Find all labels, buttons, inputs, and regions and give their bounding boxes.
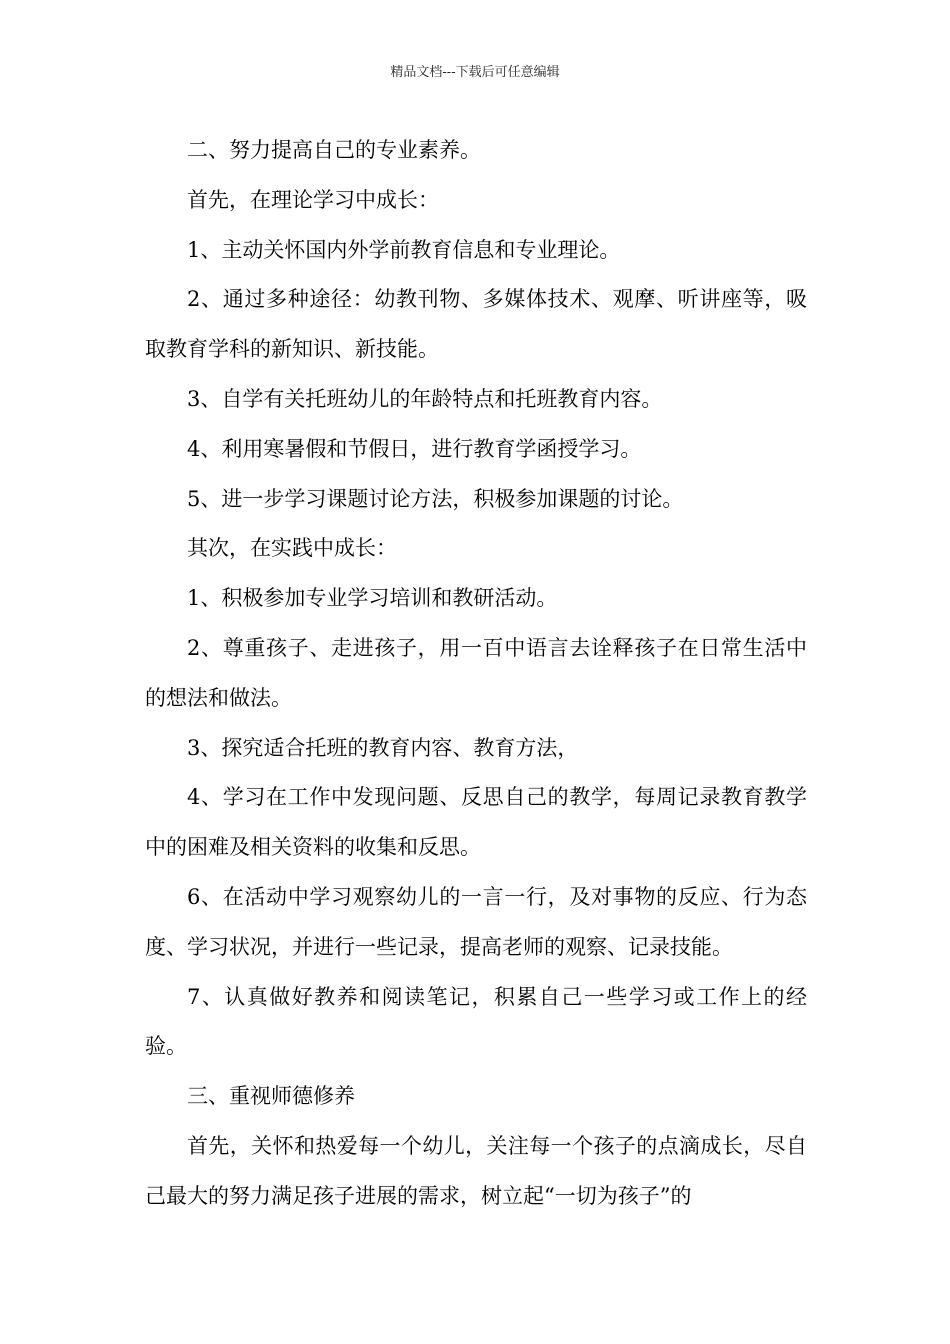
list-item: 6、在活动中学习观察幼儿的一言一行，及对事物的反应、行为态度、学习状况，并进行一些记录，提高老师的观察、记录技能。	[145, 884, 807, 959]
list-item: 2、尊重孩子、走进孩子，用一百中语言去诠释孩子在日常生活中的想法和做法。	[145, 635, 807, 710]
list-item: 4、利用寒暑假和节假日，进行教育学函授学习。	[187, 436, 642, 461]
section-heading-3: 三、重视师德修养	[187, 1084, 355, 1109]
list-item: 5、进一步学习课题讨论方法，积极参加课题的讨论。	[187, 486, 684, 511]
list-item: 3、自学有关托班幼儿的年龄特点和托班教育内容。	[187, 386, 663, 411]
document-body	[145, 126, 807, 1222]
list-item: 7、认真做好教养和阅读笔记，积累自己一些学习或工作上的经验。	[145, 984, 807, 1059]
list-item: 4、学习在工作中发现问题、反思自己的教学，每周记录教育教学中的困难及相关资料的收集和反思。	[145, 785, 807, 860]
page-header: 精品文档---下载后可任意编辑	[390, 65, 560, 80]
section-heading-2: 二、努力提高自己的专业素养。	[187, 138, 481, 162]
paragraph: 首先，在理论学习中成长：	[187, 187, 439, 212]
list-item: 1、主动关怀国内外学前教育信息和专业理论。	[187, 237, 621, 262]
paragraph: 首先，关怀和热爱每一个幼儿，关注每一个孩子的点滴成长，尽自己最大的努力满足孩子进展的需求，树立起“一切为孩子”的	[145, 1133, 807, 1208]
list-item: 2、通过多种途径：幼教刊物、多媒体技术、观摩、听讲座等，吸取教育学科的新知识、新技能。	[145, 287, 807, 362]
list-item: 1、积极参加专业学习培训和教研活动。	[187, 586, 558, 611]
list-item: 3、探究适合托班的教育内容、教育方法，	[187, 735, 579, 760]
paragraph: 其次，在实践中成长：	[187, 536, 397, 561]
